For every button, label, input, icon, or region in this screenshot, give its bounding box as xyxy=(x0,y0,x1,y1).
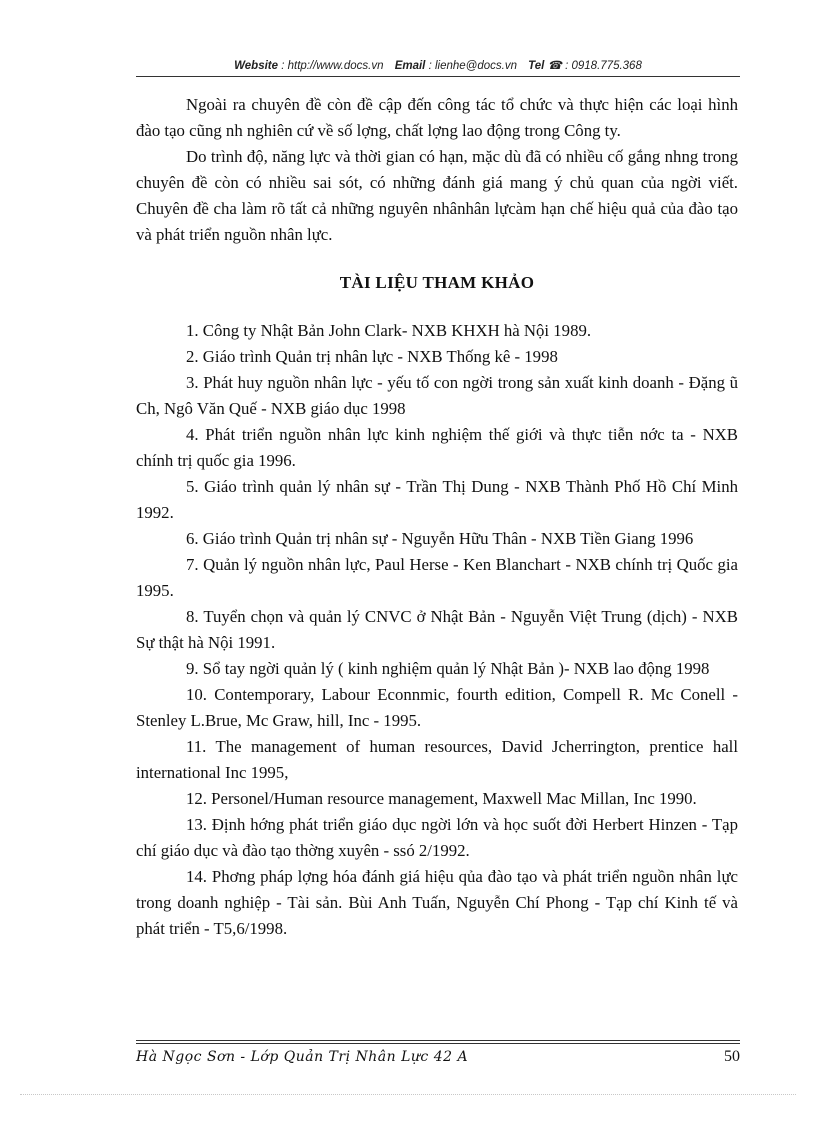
reference-item: 14. Phơng pháp lợng hóa đánh giá hiệu qủa đào tạo và phát triển nguồn nhân lực trong doanh nghiệp - Tài sản. Bùi Anh Tuấn, Nguyễn Chí Phong - Tạp chí Kinh tế và phát triển - T5,6/1998. xyxy=(136,867,738,938)
website-url[interactable]: : http://www.docs.vn xyxy=(281,60,384,72)
header-rule xyxy=(136,76,740,77)
website-label: Website xyxy=(234,60,279,72)
body-paragraph: Do trình độ, năng lực và thời gian có hạn, mặc dù đã có nhiều cố gắng nhng trong chuyên đề còn có nhiều sai sót, có những đánh giá mang ý chủ quan của ngời viết. Chuyên đề cha làm rõ tất cả những nguyên nhânhân lựcàm hạn chế hiệu quả của đào tạo và phát triển nguồn nhân lực. xyxy=(136,147,738,244)
reference-item: 1. Công ty Nhật Bản John Clark- NXB KHXH hà Nội 1989. xyxy=(186,321,592,340)
reference-item: 10. Contemporary, Labour Econnmic, fourth edition, Compell R. Mc Conell - Stenley L.Brue, Mc Graw, hill, Inc - 1995. xyxy=(136,685,738,730)
reference-item: 12. Personel/Human resource management, Maxwell Mac Millan, Inc 1990. xyxy=(186,789,697,808)
reference-item: 5. Giáo trình quản lý nhân sự - Trần Thị Dung - NXB Thành Phố Hồ Chí Minh 1992. xyxy=(136,477,738,522)
tel-label: Tel xyxy=(528,60,545,72)
footer-author: Hà Ngọc Sơn - Lớp Quản Trị Nhân Lực 42 A xyxy=(136,1049,469,1065)
reference-item: 3. Phát huy nguồn nhân lực - yếu tố con ngời trong sản xuất kinh doanh - Đặng ũ Ch, Ngô Văn Quế - NXB giáo dục 1998 xyxy=(136,373,738,418)
reference-item: 6. Giáo trình Quản trị nhân sự - Nguyễn Hữu Thân - NXB Tiền Giang 1996 xyxy=(186,529,694,548)
reference-list xyxy=(136,318,738,942)
phone-icon: ☎ xyxy=(547,60,562,72)
footer-rule-lower xyxy=(136,1043,740,1044)
email-address[interactable]: : lienhe@docs.vn xyxy=(428,60,517,72)
page-edge-dotted-line xyxy=(20,1094,796,1095)
references-title: TÀI LIỆU THAM KHẢO xyxy=(339,273,535,292)
reference-item: 7. Quản lý nguồn nhân lực, Paul Herse - Ken Blanchart - NXB chính trị Quốc gia 1995. xyxy=(136,555,738,600)
page-footer xyxy=(136,1045,740,1069)
page-content xyxy=(136,92,738,942)
reference-item: 4. Phát triển nguồn nhân lực kinh nghiệm thế giới và thực tiễn nớc ta - NXB chính trị quốc gia 1996. xyxy=(136,425,738,470)
reference-item: 9. Sổ tay ngời quản lý ( kinh nghiệm quản lý Nhật Bản )- NXB lao động 1998 xyxy=(186,659,710,678)
reference-item: 2. Giáo trình Quản trị nhân lực - NXB Thống kê - 1998 xyxy=(186,347,558,366)
page-number: 50 xyxy=(724,1048,740,1065)
reference-item: 8. Tuyển chọn và quản lý CNVC ở Nhật Bản - Nguyễn Việt Trung (dịch) - NXB Sự thật hà Nội 1991. xyxy=(136,607,738,652)
phone-number: : 0918.775.368 xyxy=(565,60,642,72)
page-header xyxy=(136,58,740,74)
body-paragraph: Ngoài ra chuyên đề còn đề cập đến công tác tổ chức và thực hiện các loại hình đào tạo cũng nh nghiên cứ về số lợng, chất lợng lao động trong Công ty. xyxy=(136,95,738,140)
email-label: Email xyxy=(394,60,426,72)
footer-rule-upper xyxy=(136,1040,740,1041)
reference-item: 13. Định hớng phát triển giáo dục ngời lớn và học suốt đời Herbert Hinzen - Tạp chí giáo dục và đào tạo thờng xuyên - ssó 2/1992. xyxy=(136,815,738,860)
reference-item: 11. The management of human resources, David Jcherrington, prentice hall international Inc 1995, xyxy=(136,737,738,782)
